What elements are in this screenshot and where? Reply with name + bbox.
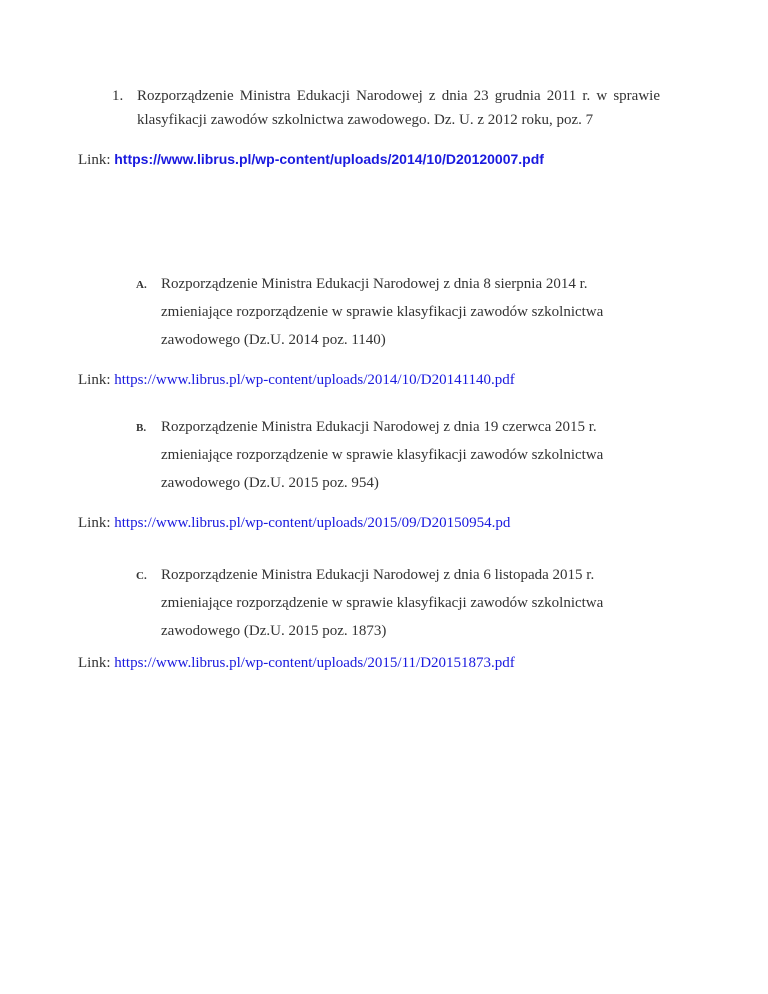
sub-item-letter: C.	[136, 570, 147, 582]
link-url-d20141140[interactable]: https://www.librus.pl/wp-content/uploads/2014/10/D20141140.pdf	[114, 372, 515, 388]
link-label: Link:	[78, 152, 115, 168]
list-item-text: Rozporządzenie Ministra Edukacji Narodowej z dnia 23 grudnia 2011 r. w sprawie klasyfikacji zawodów szkolnictwa zawodowego. Dz. U. z 2012 roku, poz. 7	[137, 88, 660, 128]
sub-item-b	[136, 413, 636, 497]
link-label: Link:	[78, 515, 115, 531]
link-row-2	[78, 369, 515, 391]
sub-item-c	[136, 561, 636, 645]
link-row-1	[78, 148, 544, 171]
link-url-d20120007[interactable]: https://www.librus.pl/wp-content/uploads/2014/10/D20120007.pdf	[114, 151, 544, 167]
sub-item-text: Rozporządzenie Ministra Edukacji Narodowej z dnia 19 czerwca 2015 r. zmieniające rozporządzenie w sprawie klasyfikacji zawodów szkolnictwa zawodowego (Dz.U. 2015 poz. 954)	[161, 419, 604, 491]
sub-item-text: Rozporządzenie Ministra Edukacji Narodowej z dnia 8 sierpnia 2014 r. zmieniające rozporządzenie w sprawie klasyfikacji zawodów szkolnictwa zawodowego (Dz.U. 2014 poz. 1140)	[161, 276, 604, 348]
sub-item-letter: A.	[136, 279, 147, 291]
sub-item-letter: B.	[136, 422, 147, 434]
list-item-1	[112, 84, 660, 132]
link-url-d20150954[interactable]: https://www.librus.pl/wp-content/uploads/2015/09/D20150954.pd	[114, 515, 511, 531]
link-row-4	[78, 652, 515, 674]
list-number: 1.	[112, 88, 124, 104]
sub-item-a	[136, 270, 636, 354]
link-url-d20151873[interactable]: https://www.librus.pl/wp-content/uploads/2015/11/D20151873.pdf	[114, 655, 515, 671]
link-label: Link:	[78, 372, 115, 388]
sub-item-text: Rozporządzenie Ministra Edukacji Narodowej z dnia 6 listopada 2015 r. zmieniające rozporządzenie w sprawie klasyfikacji zawodów szkolnictwa zawodowego (Dz.U. 2015 poz. 1873)	[161, 567, 604, 639]
link-row-3	[78, 512, 510, 534]
link-label: Link:	[78, 655, 115, 671]
